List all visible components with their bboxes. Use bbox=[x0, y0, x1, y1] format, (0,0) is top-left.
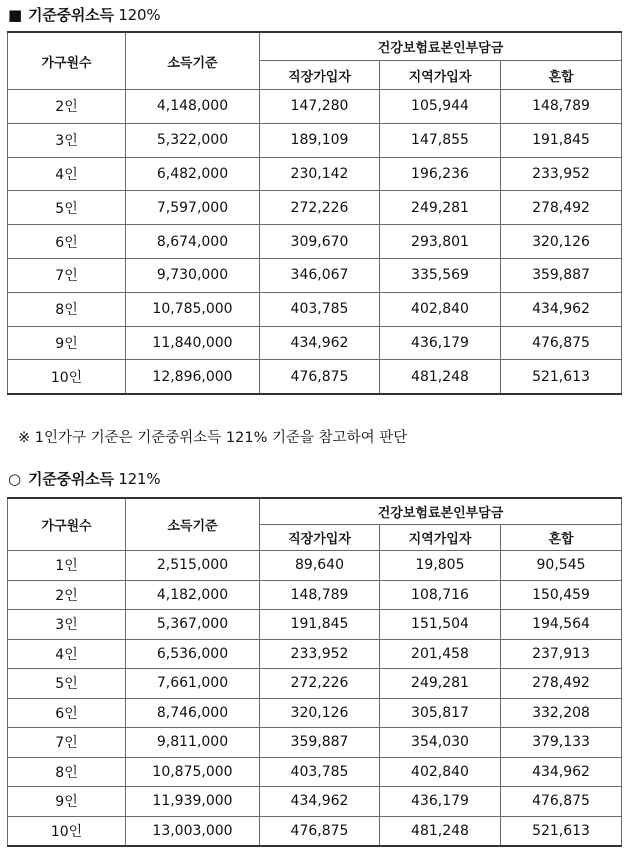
section-1-title: 기준중위소득 bbox=[28, 6, 114, 24]
table-row bbox=[8, 157, 622, 191]
household-cell: 6인 bbox=[8, 698, 126, 728]
regional-cell: 249,281 bbox=[380, 669, 501, 699]
income-cell: 5,322,000 bbox=[126, 123, 260, 157]
income-cell: 9,730,000 bbox=[126, 258, 260, 292]
employee-cell: 233,952 bbox=[260, 639, 380, 669]
income-cell: 11,939,000 bbox=[126, 787, 260, 817]
mixed-cell: 476,875 bbox=[501, 787, 622, 817]
household-cell: 8인 bbox=[8, 757, 126, 787]
income-cell: 11,840,000 bbox=[126, 326, 260, 360]
header-insurance: 건강보험료본인부담금 bbox=[260, 498, 622, 525]
table-row bbox=[8, 757, 622, 787]
regional-cell: 249,281 bbox=[380, 191, 501, 225]
regional-cell: 108,716 bbox=[380, 580, 501, 610]
income-cell: 9,811,000 bbox=[126, 728, 260, 758]
header-income: 소득기준 bbox=[126, 498, 260, 551]
income-cell: 10,875,000 bbox=[126, 757, 260, 787]
regional-cell: 105,944 bbox=[380, 90, 501, 124]
household-cell: 8인 bbox=[8, 292, 126, 326]
header-employee: 직장가입자 bbox=[260, 61, 380, 90]
regional-cell: 402,840 bbox=[380, 292, 501, 326]
mixed-cell: 521,613 bbox=[501, 816, 622, 846]
table-row bbox=[8, 816, 622, 846]
regional-cell: 481,248 bbox=[380, 816, 501, 846]
income-cell: 7,661,000 bbox=[126, 669, 260, 699]
table-row bbox=[8, 551, 622, 581]
household-cell: 5인 bbox=[8, 191, 126, 225]
household-cell: 7인 bbox=[8, 728, 126, 758]
mixed-cell: 150,459 bbox=[501, 580, 622, 610]
section-2-title: 기준중위소득 bbox=[28, 470, 114, 488]
mixed-cell: 233,952 bbox=[501, 157, 622, 191]
header-household: 가구원수 bbox=[8, 498, 126, 551]
regional-cell: 19,805 bbox=[380, 551, 501, 581]
employee-cell: 434,962 bbox=[260, 326, 380, 360]
employee-cell: 230,142 bbox=[260, 157, 380, 191]
household-cell: 1인 bbox=[8, 551, 126, 581]
income-cell: 10,785,000 bbox=[126, 292, 260, 326]
household-cell: 9인 bbox=[8, 326, 126, 360]
household-cell: 2인 bbox=[8, 90, 126, 124]
household-cell: 3인 bbox=[8, 610, 126, 640]
mixed-cell: 434,962 bbox=[501, 292, 622, 326]
mixed-cell: 194,564 bbox=[501, 610, 622, 640]
table-row bbox=[8, 669, 622, 699]
employee-cell: 89,640 bbox=[260, 551, 380, 581]
regional-cell: 293,801 bbox=[380, 225, 501, 259]
table-2-body bbox=[8, 551, 622, 847]
table-row bbox=[8, 639, 622, 669]
table-row bbox=[8, 326, 622, 360]
employee-cell: 309,670 bbox=[260, 225, 380, 259]
header-employee: 직장가입자 bbox=[260, 525, 380, 551]
table-row bbox=[8, 698, 622, 728]
section-1-heading bbox=[8, 4, 160, 25]
employee-cell: 434,962 bbox=[260, 787, 380, 817]
income-cell: 13,003,000 bbox=[126, 816, 260, 846]
regional-cell: 201,458 bbox=[380, 639, 501, 669]
header-regional: 지역가입자 bbox=[380, 525, 501, 551]
regional-cell: 151,504 bbox=[380, 610, 501, 640]
mixed-cell: 476,875 bbox=[501, 326, 622, 360]
household-cell: 4인 bbox=[8, 639, 126, 669]
household-cell: 4인 bbox=[8, 157, 126, 191]
table-row bbox=[8, 191, 622, 225]
mixed-cell: 148,789 bbox=[501, 90, 622, 124]
square-bullet-icon: ■ bbox=[8, 6, 22, 24]
regional-cell: 147,855 bbox=[380, 123, 501, 157]
note-text: ※ 1인가구 기준은 기준중위소득 121% 기준을 참고하여 판단 bbox=[18, 430, 408, 446]
employee-cell: 403,785 bbox=[260, 757, 380, 787]
header-regional: 지역가입자 bbox=[380, 61, 501, 90]
regional-cell: 305,817 bbox=[380, 698, 501, 728]
table-1-body bbox=[8, 90, 622, 395]
household-cell: 3인 bbox=[8, 123, 126, 157]
income-cell: 7,597,000 bbox=[126, 191, 260, 225]
employee-cell: 476,875 bbox=[260, 816, 380, 846]
table-row bbox=[8, 580, 622, 610]
mixed-cell: 434,962 bbox=[501, 757, 622, 787]
income-cell: 8,674,000 bbox=[126, 225, 260, 259]
household-cell: 6인 bbox=[8, 225, 126, 259]
section-1-percent: 120% bbox=[118, 6, 161, 24]
household-cell: 7인 bbox=[8, 258, 126, 292]
table-row bbox=[8, 225, 622, 259]
regional-cell: 402,840 bbox=[380, 757, 501, 787]
header-household: 가구원수 bbox=[8, 32, 126, 90]
income-table-121 bbox=[7, 497, 622, 847]
regional-cell: 436,179 bbox=[380, 326, 501, 360]
mixed-cell: 521,613 bbox=[501, 360, 622, 394]
employee-cell: 346,067 bbox=[260, 258, 380, 292]
income-cell: 4,182,000 bbox=[126, 580, 260, 610]
employee-cell: 148,789 bbox=[260, 580, 380, 610]
income-table-120 bbox=[7, 31, 622, 395]
regional-cell: 196,236 bbox=[380, 157, 501, 191]
table-row bbox=[8, 787, 622, 817]
section-2-percent: 121% bbox=[118, 470, 161, 488]
income-cell: 6,536,000 bbox=[126, 639, 260, 669]
regional-cell: 354,030 bbox=[380, 728, 501, 758]
mixed-cell: 320,126 bbox=[501, 225, 622, 259]
household-cell: 5인 bbox=[8, 669, 126, 699]
table-row bbox=[8, 258, 622, 292]
income-cell: 12,896,000 bbox=[126, 360, 260, 394]
table-row bbox=[8, 90, 622, 124]
mixed-cell: 278,492 bbox=[501, 191, 622, 225]
mixed-cell: 237,913 bbox=[501, 639, 622, 669]
header-mixed: 혼합 bbox=[501, 525, 622, 551]
table-row bbox=[8, 292, 622, 326]
employee-cell: 147,280 bbox=[260, 90, 380, 124]
employee-cell: 359,887 bbox=[260, 728, 380, 758]
mixed-cell: 191,845 bbox=[501, 123, 622, 157]
table-row bbox=[8, 728, 622, 758]
mixed-cell: 332,208 bbox=[501, 698, 622, 728]
regional-cell: 436,179 bbox=[380, 787, 501, 817]
regional-cell: 335,569 bbox=[380, 258, 501, 292]
header-mixed: 혼합 bbox=[501, 61, 622, 90]
mixed-cell: 379,133 bbox=[501, 728, 622, 758]
mixed-cell: 90,545 bbox=[501, 551, 622, 581]
employee-cell: 272,226 bbox=[260, 191, 380, 225]
employee-cell: 189,109 bbox=[260, 123, 380, 157]
income-cell: 2,515,000 bbox=[126, 551, 260, 581]
mixed-cell: 359,887 bbox=[501, 258, 622, 292]
employee-cell: 272,226 bbox=[260, 669, 380, 699]
circle-bullet-icon: ○ bbox=[8, 470, 21, 488]
employee-cell: 320,126 bbox=[260, 698, 380, 728]
table-row bbox=[8, 610, 622, 640]
income-cell: 6,482,000 bbox=[126, 157, 260, 191]
header-income: 소득기준 bbox=[126, 32, 260, 90]
household-cell: 9인 bbox=[8, 787, 126, 817]
regional-cell: 481,248 bbox=[380, 360, 501, 394]
household-cell: 2인 bbox=[8, 580, 126, 610]
income-cell: 5,367,000 bbox=[126, 610, 260, 640]
table-row bbox=[8, 123, 622, 157]
section-2-heading bbox=[8, 468, 160, 489]
household-cell: 10인 bbox=[8, 816, 126, 846]
income-cell: 8,746,000 bbox=[126, 698, 260, 728]
income-cell: 4,148,000 bbox=[126, 90, 260, 124]
employee-cell: 191,845 bbox=[260, 610, 380, 640]
employee-cell: 476,875 bbox=[260, 360, 380, 394]
employee-cell: 403,785 bbox=[260, 292, 380, 326]
header-insurance: 건강보험료본인부담금 bbox=[260, 32, 622, 61]
mixed-cell: 278,492 bbox=[501, 669, 622, 699]
household-cell: 10인 bbox=[8, 360, 126, 394]
table-row bbox=[8, 360, 622, 394]
